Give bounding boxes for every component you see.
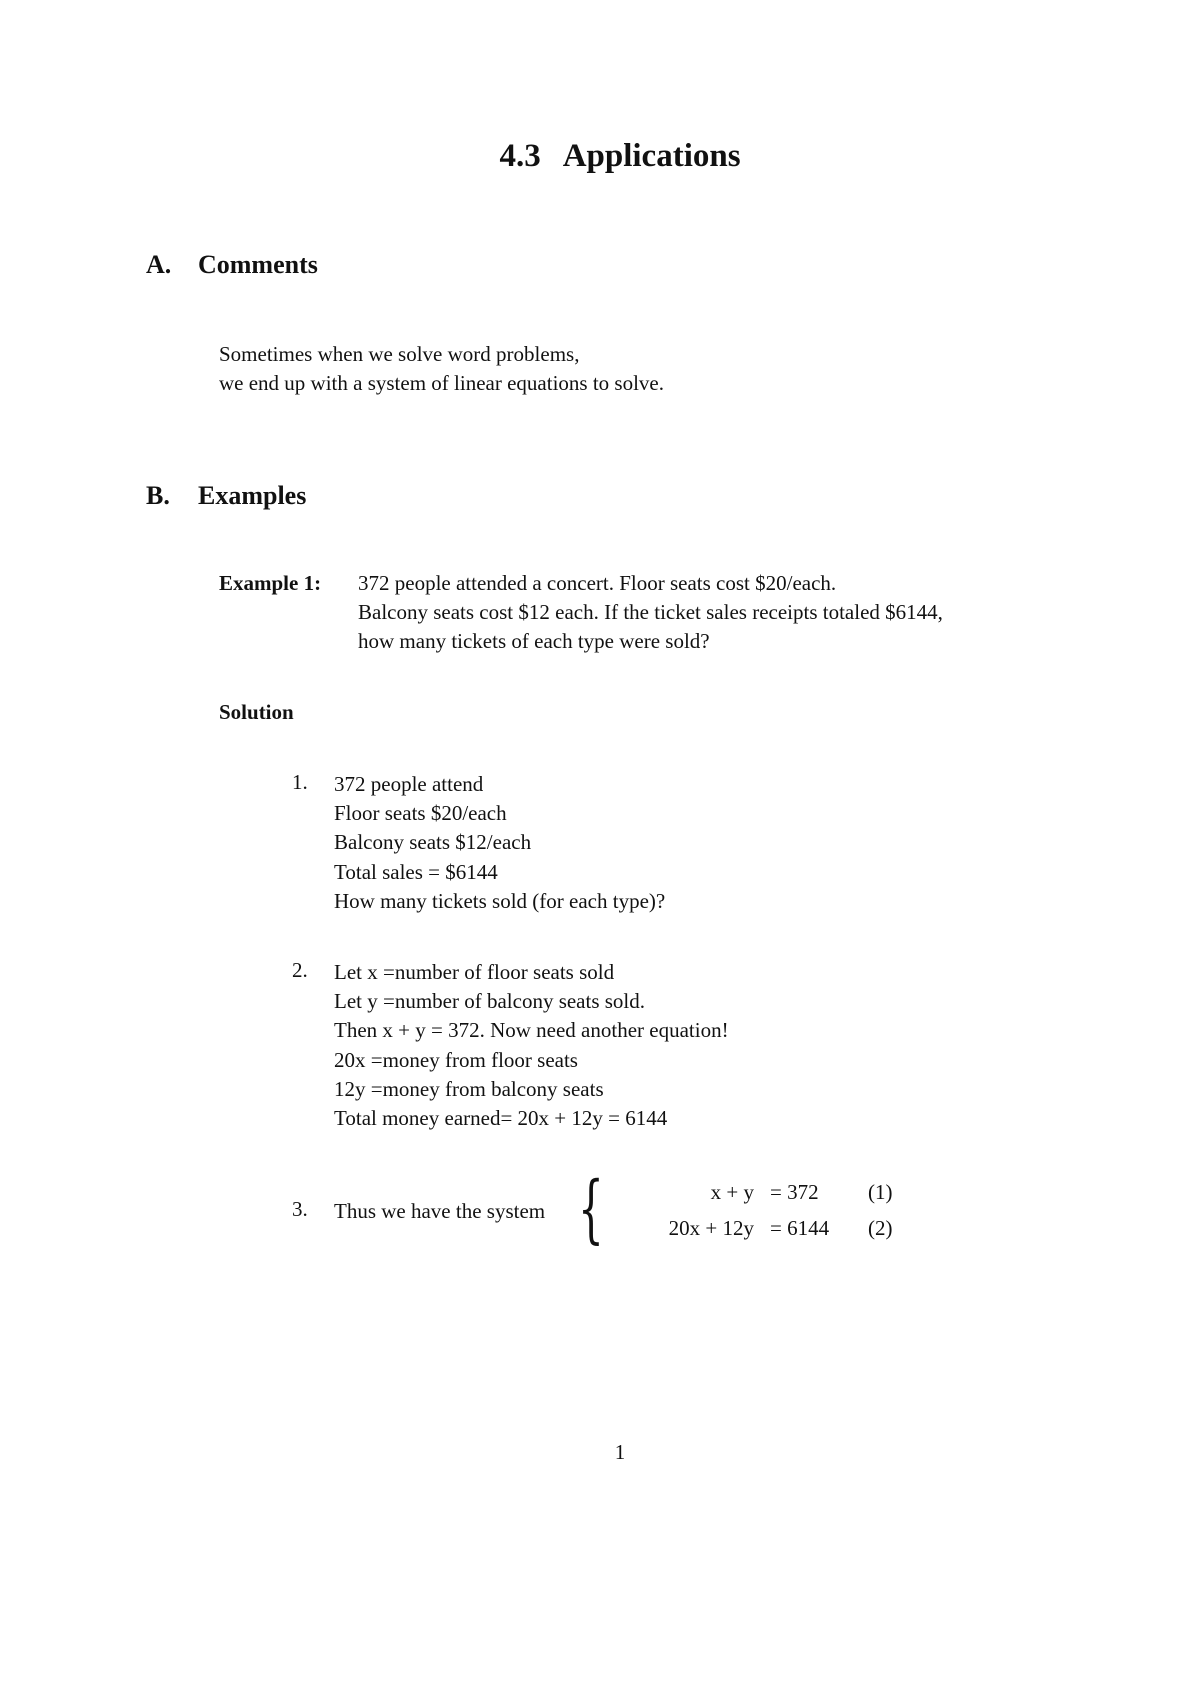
step-line: 20x =money from floor seats bbox=[334, 1047, 578, 1072]
example-line: Balcony seats cost $12 each. If the ticket sales receipts totaled $6144, bbox=[358, 600, 943, 624]
comments-line: Sometimes when we solve word problems, bbox=[219, 342, 580, 366]
step-2-number: 2. bbox=[292, 958, 308, 982]
system-eq-1-tag: (1) bbox=[868, 1180, 893, 1204]
section-a-heading bbox=[146, 250, 318, 280]
title-number: 4.3 bbox=[499, 138, 541, 174]
section-a-title: Comments bbox=[198, 250, 318, 279]
comments-line: we end up with a system of linear equations to solve. bbox=[219, 371, 664, 395]
system-eq-1-rhs: = 372 bbox=[770, 1180, 819, 1204]
step-1-number: 1. bbox=[292, 770, 308, 794]
section-a-letter: A. bbox=[146, 250, 172, 279]
step-line: Floor seats $20/each bbox=[334, 801, 507, 826]
step-line: 12y =money from balcony seats bbox=[334, 1076, 604, 1101]
step-line: Total sales = $6144 bbox=[334, 859, 498, 884]
system-eq-2-tag: (2) bbox=[868, 1216, 893, 1240]
example-text bbox=[358, 569, 943, 656]
step-line: Let x =number of floor seats sold bbox=[334, 960, 615, 984]
example-line: how many tickets of each type were sold? bbox=[358, 629, 710, 653]
title-text: Applications bbox=[562, 138, 741, 174]
step-2-body bbox=[334, 958, 729, 1133]
page-title bbox=[0, 138, 1200, 175]
section-b-heading bbox=[146, 481, 306, 511]
step-line: Balcony seats $12/each bbox=[334, 830, 532, 855]
page-number: 1 bbox=[614, 1440, 626, 1464]
example-label: Example 1: bbox=[219, 571, 322, 595]
solution-label: Solution bbox=[219, 700, 294, 724]
step-1-body bbox=[334, 770, 665, 916]
section-b-title: Examples bbox=[198, 481, 307, 510]
section-b-letter: B. bbox=[146, 481, 170, 510]
step-line: How many tickets sold (for each type)? bbox=[334, 888, 666, 913]
system-eq-2-rhs: = 6144 bbox=[770, 1216, 830, 1240]
step-line: Let y =number of balcony seats sold. bbox=[334, 989, 646, 1014]
step-3-text: Thus we have the system bbox=[334, 1199, 546, 1223]
step-line: Total money earned= 20x + 12y = 6144 bbox=[334, 1106, 668, 1131]
system-brace-icon: { bbox=[578, 1166, 604, 1252]
comments-paragraph bbox=[219, 340, 664, 398]
system-eq-2-lhs: 20x + 12y bbox=[668, 1216, 754, 1240]
step-line: Then x + y = 372. Now need another equation! bbox=[334, 1018, 729, 1043]
system-eq-1-lhs: x + y bbox=[710, 1180, 754, 1204]
example-line: 372 people attended a concert. Floor seats cost $20/each. bbox=[358, 571, 837, 595]
step-line: 372 people attend bbox=[334, 772, 484, 796]
step-3-number: 3. bbox=[292, 1197, 308, 1221]
